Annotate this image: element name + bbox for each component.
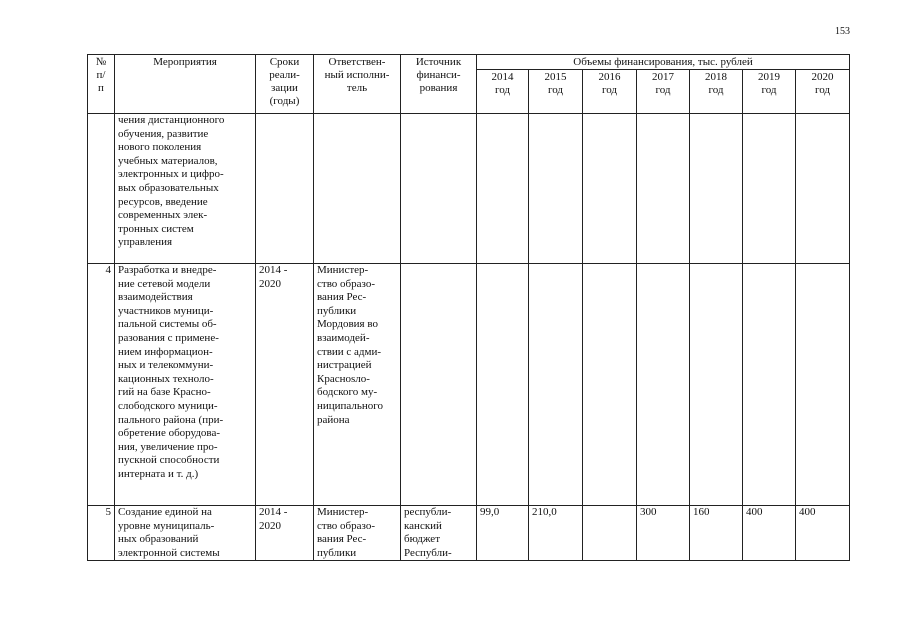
header-year: 2015 год bbox=[529, 70, 583, 114]
row-term: 2014 - 2020 bbox=[256, 264, 314, 506]
row-value-2019 bbox=[743, 114, 796, 264]
row-value-2017: 300 bbox=[637, 506, 690, 561]
row-value-2016 bbox=[583, 114, 637, 264]
row-source bbox=[401, 264, 477, 506]
table-row bbox=[88, 114, 850, 264]
row-value-2017 bbox=[637, 114, 690, 264]
row-value-2020 bbox=[796, 264, 850, 506]
header-executor: Ответствен- ный исполни- тель bbox=[314, 55, 401, 114]
header-year: 2019 год bbox=[743, 70, 796, 114]
row-value-2017 bbox=[637, 264, 690, 506]
page-number: 153 bbox=[835, 26, 850, 37]
row-executor: Министер- ство образо- вания Рес- публики bbox=[314, 506, 401, 561]
funding-table bbox=[87, 54, 850, 561]
row-num bbox=[88, 114, 115, 264]
table-row bbox=[88, 506, 850, 561]
row-event: Создание единой на уровне муниципаль- ных образований электронной системы bbox=[115, 506, 256, 561]
header-funding-group: Объемы финансирования, тыс. рублей bbox=[477, 55, 850, 70]
row-term bbox=[256, 114, 314, 264]
row-value-2014 bbox=[477, 114, 529, 264]
row-event: чения дистанционного обучения, развитие нового поколения учебных материалов, электронных и цифро- вых образовательных ресурсов, введение современных элек- тронных систем управления bbox=[115, 114, 256, 264]
row-value-2015: 210,0 bbox=[529, 506, 583, 561]
header-year: 2016 год bbox=[583, 70, 637, 114]
table-row bbox=[88, 264, 850, 506]
row-term: 2014 - 2020 bbox=[256, 506, 314, 561]
header-event: Мероприятия bbox=[115, 55, 256, 114]
row-value-2015 bbox=[529, 114, 583, 264]
header-year: 2014 год bbox=[477, 70, 529, 114]
row-value-2016 bbox=[583, 506, 637, 561]
row-value-2020 bbox=[796, 114, 850, 264]
row-executor bbox=[314, 114, 401, 264]
header-source: Источник финанси- рования bbox=[401, 55, 477, 114]
header-year: 2018 год bbox=[690, 70, 743, 114]
row-value-2015 bbox=[529, 264, 583, 506]
header-term: Сроки реали- зации (годы) bbox=[256, 55, 314, 114]
row-value-2014: 99,0 bbox=[477, 506, 529, 561]
header-year: 2020 год bbox=[796, 70, 850, 114]
row-num: 5 bbox=[88, 506, 115, 561]
row-value-2019 bbox=[743, 264, 796, 506]
row-value-2020: 400 bbox=[796, 506, 850, 561]
row-event: Разработка и внедре- ние сетевой модели взаимодействия участников муници- пальной системы об- разования с примене- нием информацион- ных и телекоммуни- кационных техноло- гий на базе Красно- слободского муници- пального района (при- обретение оборудова- ния, увеличение про- пускной способности интерната и т. д.) bbox=[115, 264, 256, 506]
header-num: № п/ п bbox=[88, 55, 115, 114]
row-value-2014 bbox=[477, 264, 529, 506]
row-value-2019: 400 bbox=[743, 506, 796, 561]
row-num: 4 bbox=[88, 264, 115, 506]
row-value-2016 bbox=[583, 264, 637, 506]
row-source bbox=[401, 114, 477, 264]
row-executor: Министер- ство образо- вания Рес- публики Мордовия во взаимодей- ствии с адми- нистрацией Краснosло- бодского му- ниципального района bbox=[314, 264, 401, 506]
header-row-1 bbox=[88, 55, 850, 70]
row-source: республи- канский бюджет Республи- bbox=[401, 506, 477, 561]
row-value-2018: 160 bbox=[690, 506, 743, 561]
row-value-2018 bbox=[690, 264, 743, 506]
row-value-2018 bbox=[690, 114, 743, 264]
header-year: 2017 год bbox=[637, 70, 690, 114]
